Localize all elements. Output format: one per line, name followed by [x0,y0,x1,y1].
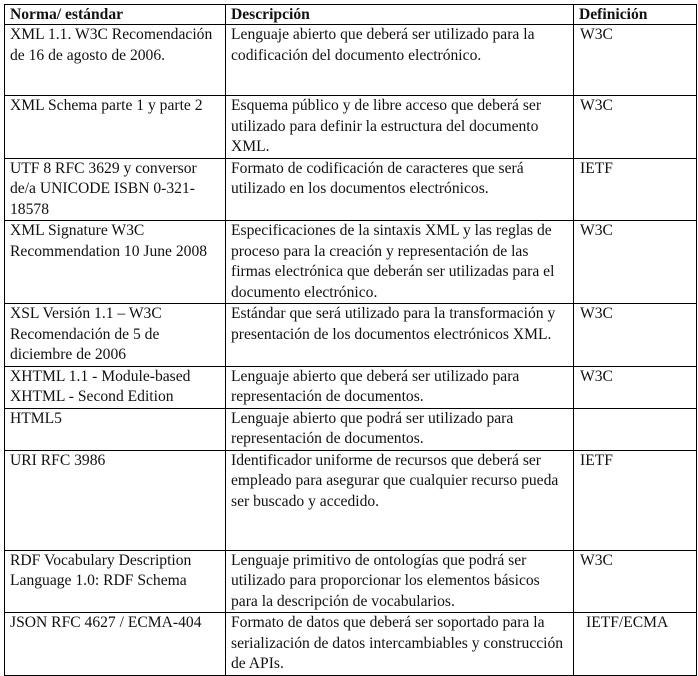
cell-descripcion: Formato de datos que deberá ser soportado para la serialización de datos intercambiables y construcción de APIs. [226,613,574,676]
table-row [5,158,697,221]
cell-descripcion: Lenguaje primitivo de ontologías que podrá ser utilizado para proporcionar los elementos básicos para la descripción de vocabularios. [226,550,574,613]
cell-norma: XSL Versión 1.1 – W3C Recomendación de 5 de diciembre de 2006 [5,304,226,367]
cell-definicion: W3C [574,25,697,96]
table-row [5,550,697,613]
header-descripcion: Descripción [226,5,574,25]
cell-definicion: W3C [574,304,697,367]
table-row [5,304,697,367]
cell-definicion: IETF [574,158,697,221]
header-norma: Norma/ estándar [5,5,226,25]
standards-table [4,4,697,676]
cell-descripcion: Lenguaje abierto que podrá ser utilizado para representación de documentos. [226,408,574,450]
cell-definicion: W3C [574,550,697,613]
table-row [5,450,697,550]
cell-norma: JSON RFC 4627 / ECMA-404 [5,613,226,676]
table-row [5,221,697,304]
cell-norma: XML 1.1. W3C Recomendación de 16 de agosto de 2006. [5,25,226,96]
cell-descripcion: Lenguaje abierto que deberá ser utilizado para representación de documentos. [226,366,574,408]
table-row [5,366,697,408]
cell-descripcion: Esquema público y de libre acceso que deberá ser utilizado para definir la estructura del documento XML. [226,96,574,159]
cell-norma: XHTML 1.1 - Module-based XHTML - Second Edition [5,366,226,408]
table-row [5,613,697,676]
cell-descripcion: Estándar que será utilizado para la transformación y presentación de los documentos electrónicos XML. [226,304,574,367]
cell-descripcion: Especificaciones de la sintaxis XML y las reglas de proceso para la creación y representación de las firmas electrónica que deberán ser utilizadas para el documento electrónico. [226,221,574,304]
cell-definicion: W3C [574,96,697,159]
cell-descripcion: Lenguaje abierto que deberá ser utilizado para la codificación del documento electrónico. [226,25,574,96]
cell-norma: XML Schema parte 1 y parte 2 [5,96,226,159]
table-row [5,408,697,450]
table-row [5,96,697,159]
cell-norma: UTF 8 RFC 3629 y conversor de/a UNICODE ISBN 0-321-18578 [5,158,226,221]
cell-descripcion: Identificador uniforme de recursos que deberá ser empleado para asegurar que cualquier recurso pueda ser buscado y accedido. [226,450,574,550]
cell-definicion: W3C [574,221,697,304]
table-header-row [5,5,697,25]
cell-norma: HTML5 [5,408,226,450]
cell-norma: RDF Vocabulary Description Language 1.0: RDF Schema [5,550,226,613]
header-definicion: Definición [574,5,697,25]
cell-definicion: IETF/ECMA [574,613,697,676]
table-row [5,25,697,96]
cell-norma: URI RFC 3986 [5,450,226,550]
cell-definicion [574,408,697,450]
cell-descripcion: Formato de codificación de caracteres que será utilizado en los documentos electrónicos. [226,158,574,221]
cell-norma: XML Signature W3C Recommendation 10 June 2008 [5,221,226,304]
cell-definicion: W3C [574,366,697,408]
cell-definicion: IETF [574,450,697,550]
